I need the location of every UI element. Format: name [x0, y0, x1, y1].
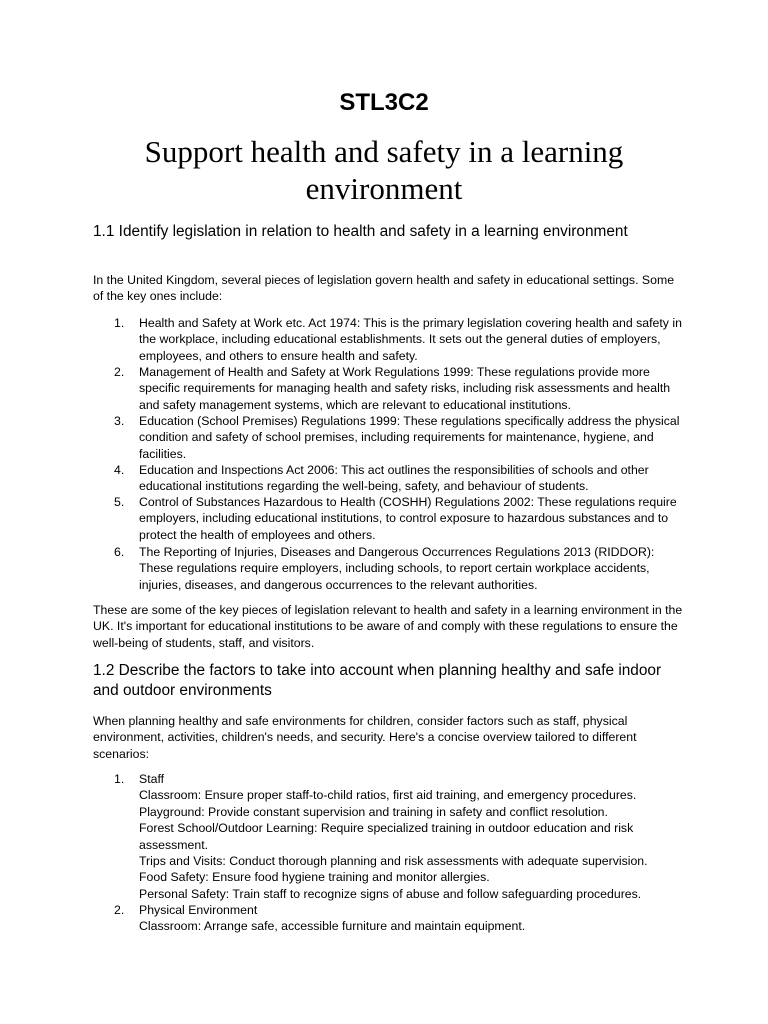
list-number: 6.: [114, 545, 125, 559]
section-2-intro: When planning healthy and safe environments for children, consider factors such as staff, physical environment, activities, children's needs, and security. Here's a concise overview tailored to different scenarios:: [93, 714, 637, 761]
list-number: 1.: [114, 316, 125, 330]
factor-line: Playground: Provide constant supervision and training in safety and conflict resolution.: [139, 804, 608, 819]
section-1-heading: 1.1 Identify legislation in relation to health and safety in a learning environment: [93, 223, 628, 240]
legislation-item: [114, 315, 684, 364]
section-1-closing: These are some of the key pieces of legislation relevant to health and safety in a learning environment in the UK. It's important for educational institutions to be aware of and comply with these regulations to ensure the well-being of students, staff, and visitors.: [93, 603, 683, 650]
factor-title: Physical Environment: [139, 903, 258, 917]
list-item-text: Management of Health and Safety at Work Regulations 1999: These regulations provide more specific requirements for managing health and safety risks, including risk assessments and health and safety management systems, which are relevant to educational institutions.: [139, 365, 671, 412]
factor-line: Classroom: Ensure proper staff-to-child ratios, first aid training, and emergency procedures.: [139, 788, 637, 803]
list-number: 1.: [114, 772, 125, 786]
factor-line: Personal Safety: Train staff to recognize signs of abuse and follow safeguarding procedures.: [139, 886, 642, 901]
section-2-heading: 1.2 Describe the factors to take into account when planning healthy and safe indoor and outdoor environments: [93, 662, 662, 699]
document-title: Support health and safety in a learning environment: [144, 134, 624, 206]
factor-line: Classroom: Arrange safe, accessible furniture and maintain equipment.: [139, 919, 526, 934]
legislation-item: [114, 544, 684, 593]
list-item-text: Education and Inspections Act 2006: This act outlines the responsibilities of schools and other educational institutions regarding the well-being, safety, and behaviour of students.: [139, 463, 649, 494]
factor-item: [114, 771, 684, 902]
legislation-item: [114, 494, 684, 543]
legislation-item: [114, 364, 684, 413]
list-number: 2.: [114, 365, 125, 379]
list-item-text: Control of Substances Hazardous to Health (COSHH) Regulations 2002: These regulations require employers, including educational institutions, to control exposure to hazardous substances and to protect the health of employees and others.: [139, 495, 677, 542]
factor-line: Forest School/Outdoor Learning: Require specialized training in outdoor education and risk assessment.: [139, 821, 634, 852]
list-number: 4.: [114, 463, 125, 477]
section-1-intro: In the United Kingdom, several pieces of legislation govern health and safety in educational settings. Some of the key ones include:: [93, 273, 675, 304]
list-number: 5.: [114, 495, 125, 509]
list-item-text: Health and Safety at Work etc. Act 1974: This is the primary legislation covering health and safety in the workplace, including educational establishments. It sets out the general duties of employers, employees, and others to ensure health and safety.: [139, 316, 682, 363]
list-number: 3.: [114, 414, 125, 428]
list-item-text: Education (School Premises) Regulations 1999: These regulations specifically address the physical condition and safety of school premises, including requirements for maintenance, hygiene, and facilities.: [139, 414, 680, 461]
factor-line: Food Safety: Ensure food hygiene training and monitor allergies.: [139, 870, 490, 885]
list-number: 2.: [114, 903, 125, 917]
factor-title: Staff: [139, 772, 165, 786]
legislation-item: [114, 462, 684, 495]
list-item-text: The Reporting of Injuries, Diseases and Dangerous Occurrences Regulations 2013 (RIDDOR): These regulations require employers, including schools, to report certain workplace accidents, injuries, diseases, and dangerous occurrences to the relevant authorities.: [139, 545, 655, 592]
legislation-item: [114, 413, 684, 462]
factor-item: [114, 902, 684, 935]
factor-line: Trips and Visits: Conduct thorough planning and risk assessments with adequate supervision.: [139, 854, 648, 869]
unit-code: STL3C2: [339, 89, 429, 116]
